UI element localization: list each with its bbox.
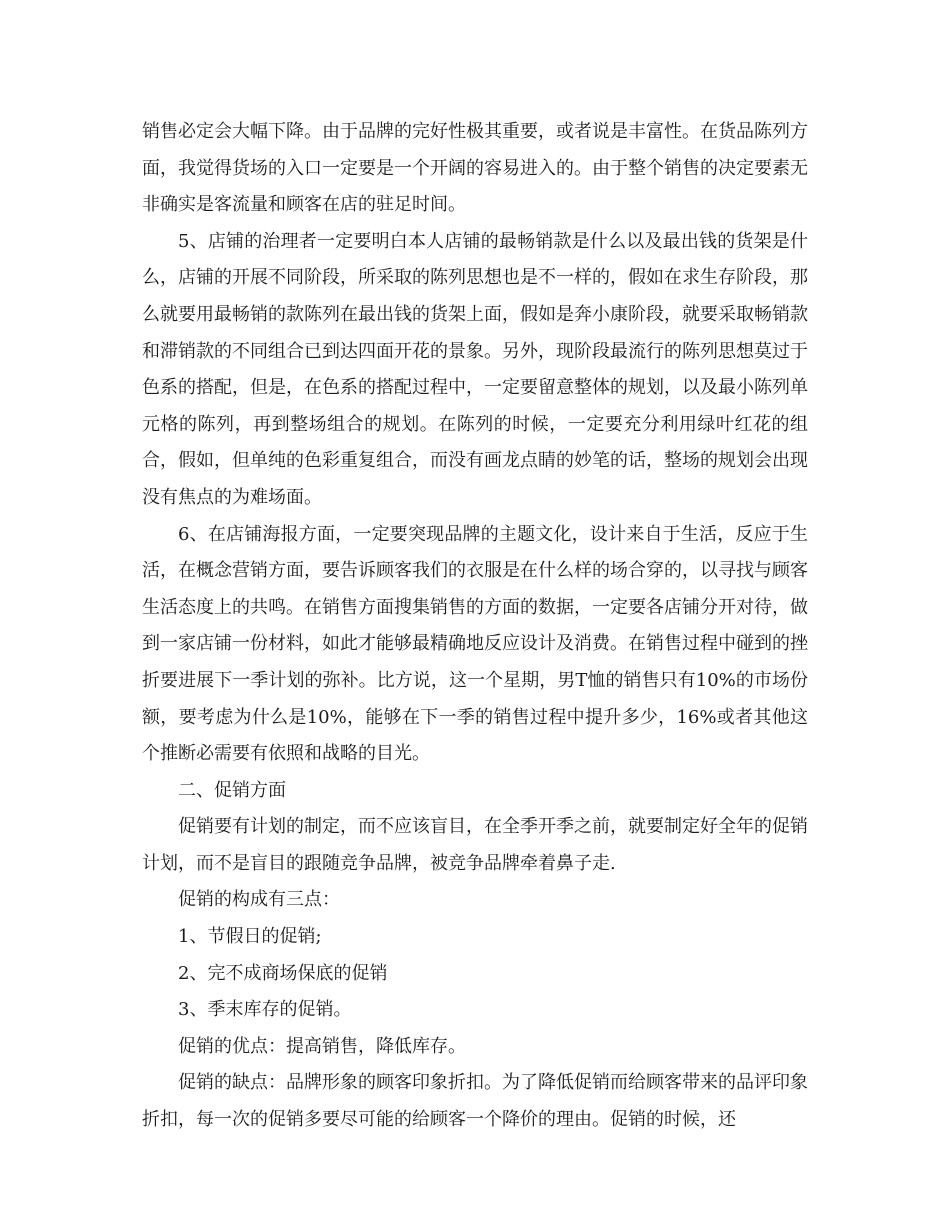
paragraph-promotion-disadvantages: 促销的缺点：品牌形象的顾客印象折扣。为了降低促销而给顾客带来的品评印象折扣，每一次的促销多要尽可能的给顾客一个降价的理由。促销的时候，还 bbox=[142, 1072, 808, 1131]
paragraph-promotion-advantages: 促销的优点：提高销售，降低库存。 bbox=[178, 1035, 466, 1057]
paragraph-continued-display-section: 销售必定会大幅下降。由于品牌的完好性极其重要，或者说是丰富性。在货品陈列方面，我觉得货场的入口一定要是一个开阔的容易进入的。由于整个销售的决定要素无非确实是客流量和顾客在店的驻足时间。 bbox=[142, 121, 808, 216]
list-item-season-end-promotion: 3、季末库存的促销。 bbox=[178, 999, 352, 1021]
paragraph-point-6-poster-and-data: 6、在店铺海报方面，一定要突现品牌的主题文化，设计来自于生活，反应于生活，在概念营销方面，要告诉顾客我们的衣服是在什么样的场合穿的，以寻找与顾客生活态度上的共鸣。在销售方面搜集销售的方面的数据，一定要各店铺分开对待，做到一家店铺一份材料，如此才能够最精确地反应设计及消费。在销售过程中碰到的挫折要进展下一季计划的弥补。比方说，这一个星期，男T恤的销售只有10%的市场份额，要考虑为什么是10%，能够在下一季的销售过程中提升多少，16%或者其他这个推断必需要有依照和战略的目光。 bbox=[142, 523, 808, 765]
paragraph-promotion-composition: 促销的构成有三点： bbox=[178, 889, 340, 911]
paragraph-point-5-display-strategy: 5、店铺的治理者一定要明白本人店铺的最畅销款是什么以及最出钱的货架是什么，店铺的开展不同阶段，所采取的陈列思想也是不一样的，假如在求生存阶段，那么就要用最畅销的款陈列在最出钱的货架上面，假如是奔小康阶段，就要采取畅销款和滞销款的不同组合已到达四面开花的景象。另外，现阶段最流行的陈列思想莫过于色系的搭配，但是，在色系的搭配过程中，一定要留意整体的规划，以及最小陈列单元格的陈列，再到整场组合的规划。在陈列的时候，一定要充分利用绿叶红花的组合，假如，但单纯的色彩重复组合，而没有画龙点睛的妙笔的话，整场的规划会出现没有焦点的为难场面。 bbox=[142, 230, 808, 508]
list-item-mall-minimum-promotion: 2、完不成商场保底的促销 bbox=[178, 962, 388, 984]
section-heading-promotion: 二、促销方面 bbox=[178, 779, 286, 801]
list-item-holiday-promotion: 1、节假日的促销; bbox=[178, 926, 322, 948]
paragraph-promotion-planning: 促销要有计划的制定，而不应该盲目，在全季开季之前，就要制定好全年的促销计划，而不是盲目的跟随竞争品牌，被竞争品牌牵着鼻子走. bbox=[142, 816, 808, 874]
document-body bbox=[142, 114, 808, 1139]
